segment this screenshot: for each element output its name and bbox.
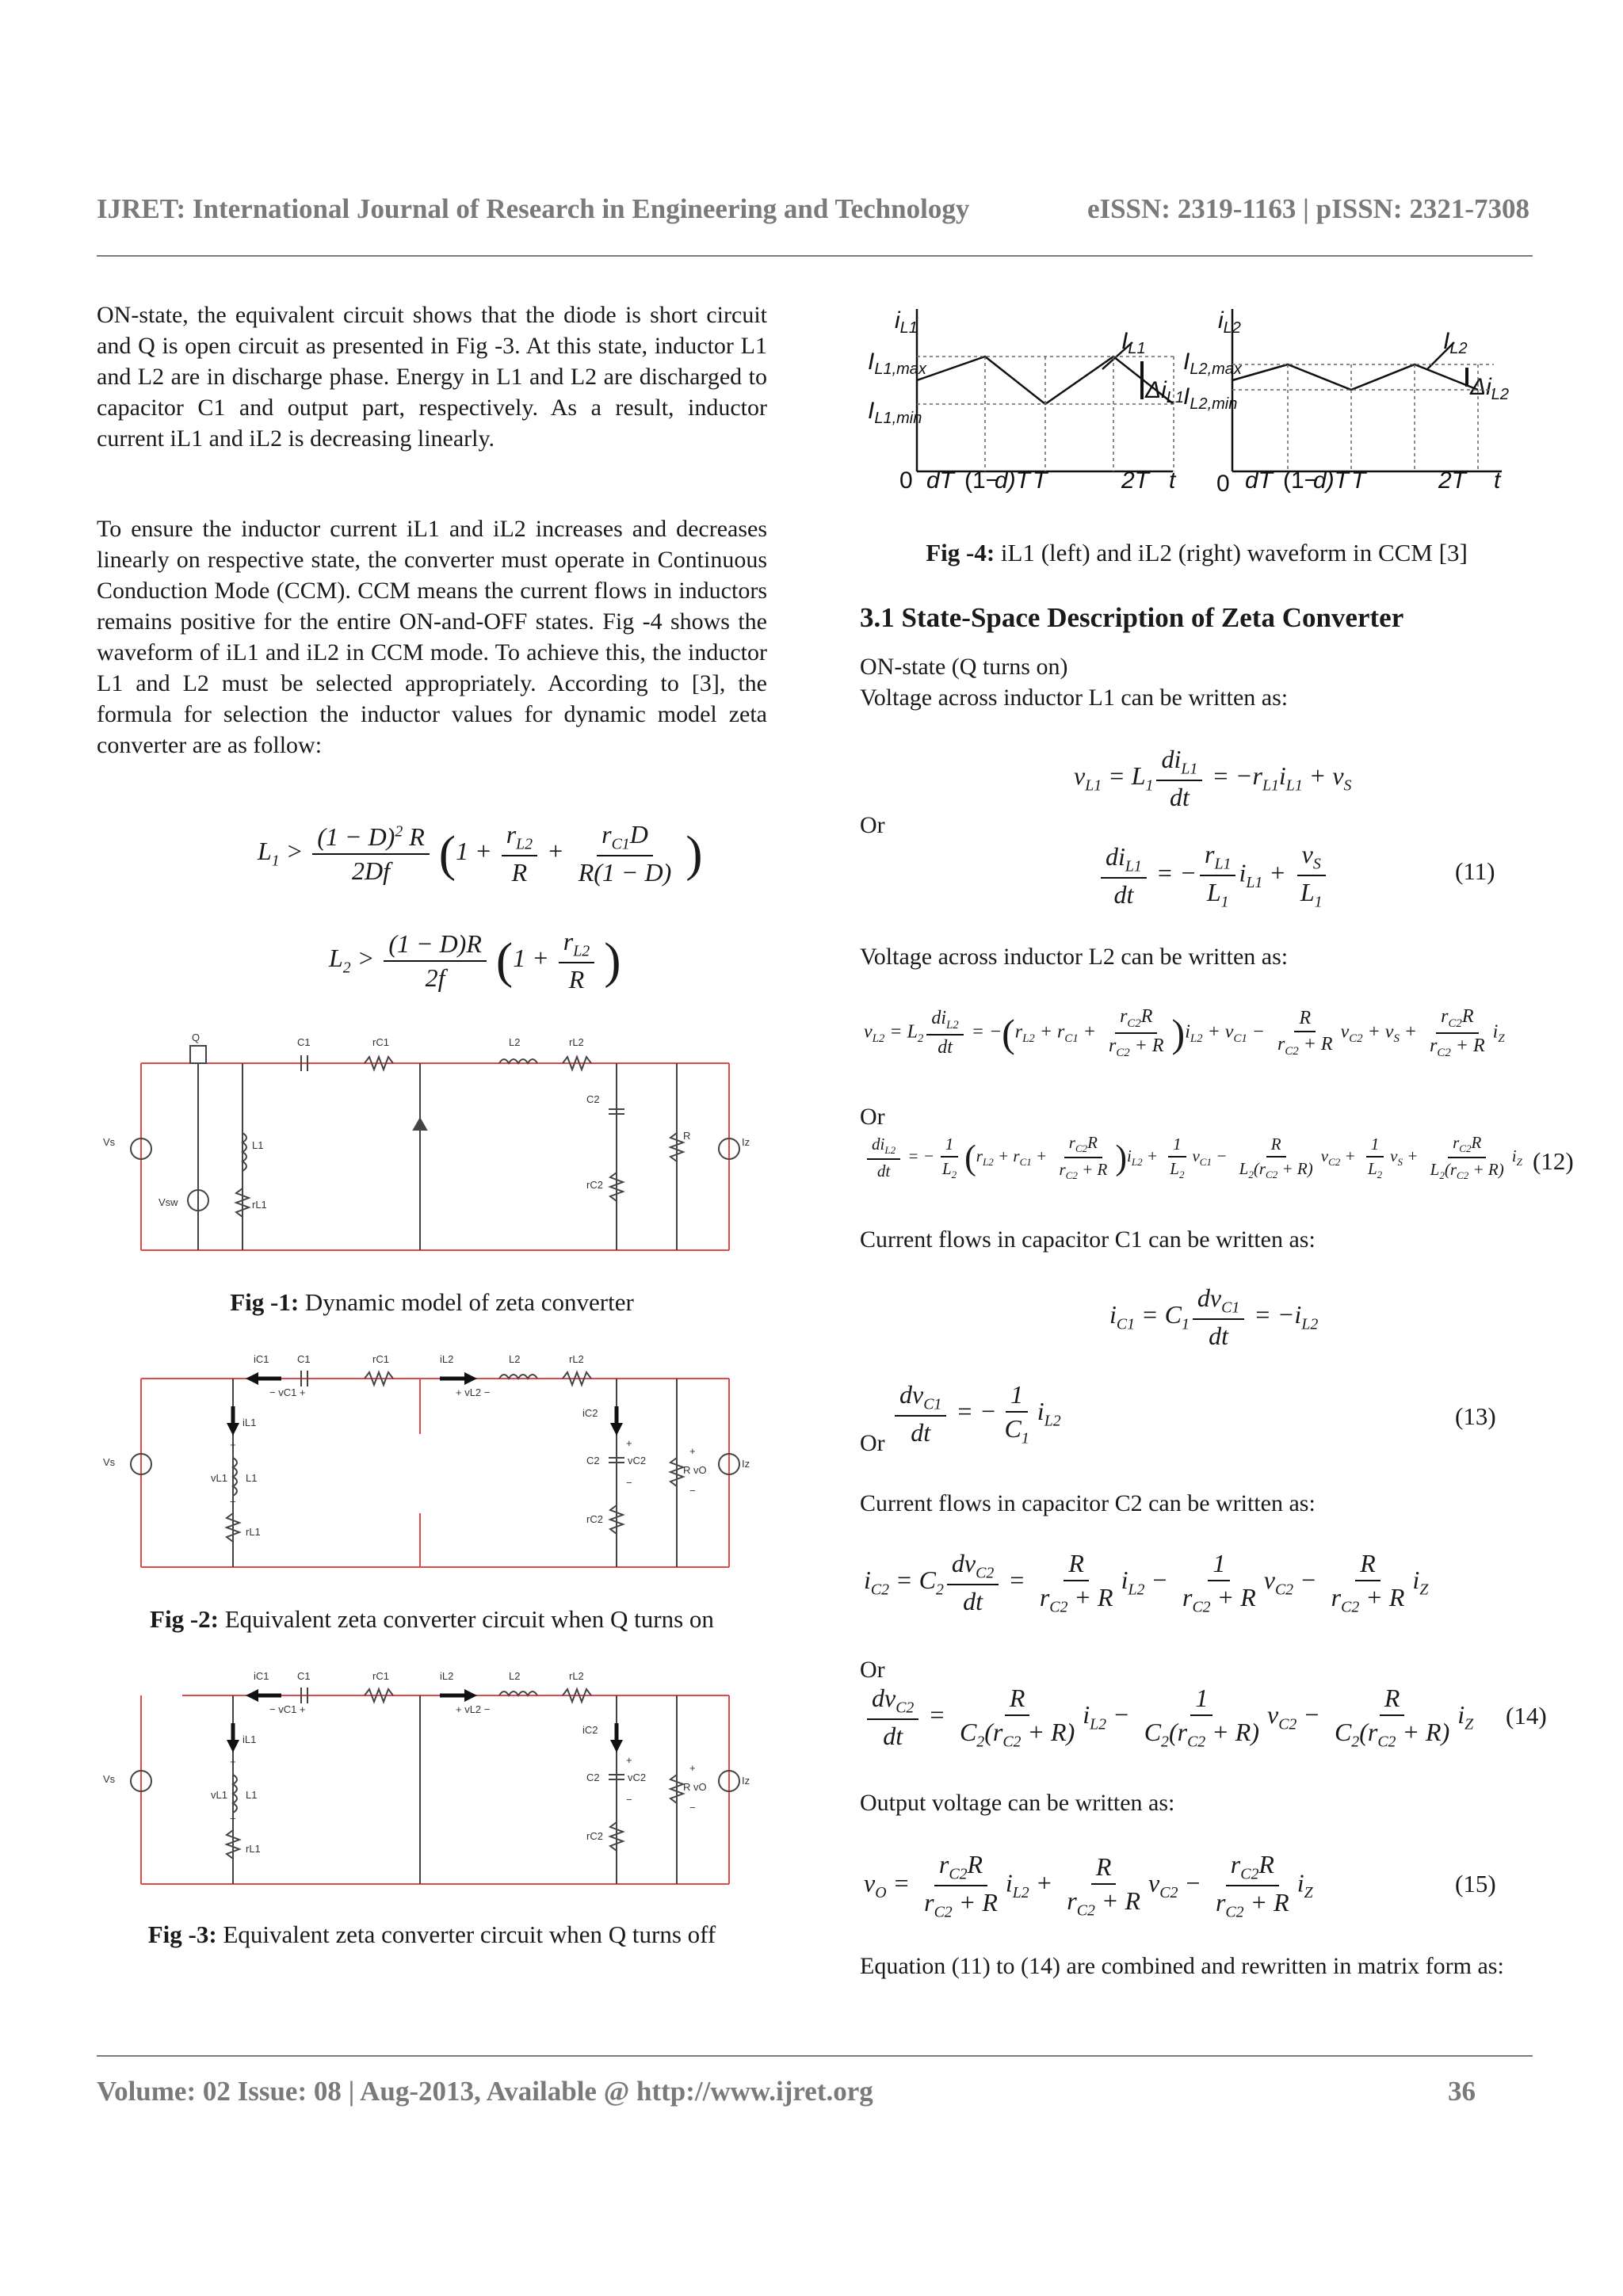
fig3-circuit-diagram [103, 1664, 750, 1894]
svg-text:Vs: Vs [103, 1773, 116, 1785]
fig2-label: Fig -2: [150, 1605, 219, 1633]
svg-text:d)T: d)T [995, 467, 1030, 494]
fig3-text: Equivalent zeta converter circuit when Q turns off [216, 1920, 716, 1948]
label-r: R [683, 1130, 691, 1142]
svg-text:vL1: vL1 [211, 1472, 227, 1484]
svg-text:−: − [230, 1496, 236, 1508]
label-q: Q [192, 1032, 200, 1043]
svg-text:rC2: rC2 [586, 1513, 603, 1525]
journal-title: IJRET: International Journal of Research in Engineering and Technology [97, 193, 970, 224]
section-heading: 3.1 State-Space Description of Zeta Converter [860, 602, 1404, 633]
svg-text:+: + [230, 1439, 236, 1451]
label-l1: L1 [252, 1139, 264, 1151]
fig1-circuit-diagram [103, 1030, 750, 1268]
label-vs: Vs [103, 1136, 116, 1148]
equation-i-c2: $i_{C2} = C_2$ $\frac{dv_{C2}}{dt}$ = $\frac{R}{r_{C2} + R}$ $i_{L2}$ − $\frac{1}{r_{C2} + R}$ $v_{C2}$ − $\frac{R}{r_{C2} + R}$ $i_Z$ [864, 1549, 1429, 1616]
equation-i-c1: $i_{C1} = C_1$ $\frac{dv_{C1}}{dt}$ = $-i_{L2}$ [1109, 1283, 1319, 1351]
svg-text:iC1: iC1 [254, 1670, 269, 1682]
svg-text:R vO: R vO [683, 1464, 707, 1476]
voltage-l2-intro: Voltage across inductor L2 can be written as: [860, 944, 1289, 970]
svg-text:t: t [1169, 467, 1176, 494]
svg-text:T: T [1033, 467, 1048, 494]
label-rl2: rL2 [569, 1036, 584, 1048]
svg-text:Vs: Vs [103, 1456, 116, 1468]
svg-text:C1: C1 [297, 1670, 311, 1682]
fig3-label: Fig -3: [147, 1920, 217, 1948]
svg-text:iL1: $i_{L1}$ [895, 307, 918, 337]
svg-text:t: t [1494, 467, 1501, 494]
svg-text:+ vL2 −: + vL2 − [456, 1703, 491, 1715]
fig2-circuit-diagram [103, 1347, 750, 1577]
svg-text:+: + [689, 1445, 696, 1457]
fig1-label: Fig -1: [230, 1288, 300, 1316]
svg-text:rL1: rL1 [246, 1526, 261, 1538]
svg-text:vC2: vC2 [628, 1455, 647, 1466]
or-label-2: Or [860, 1104, 885, 1130]
svg-text:iL2: iL2 [440, 1670, 454, 1682]
or-label-3: Or [860, 1430, 885, 1456]
svg-text:T: T [1351, 467, 1366, 494]
svg-text:2T: 2T [1121, 467, 1150, 494]
svg-text:−: − [626, 1794, 632, 1806]
svg-text:rC1: rC1 [372, 1670, 389, 1682]
fig4-text: iL1 (left) and iL2 (right) waveform in CCM [3] [995, 539, 1468, 566]
svg-text:d)T: d)T [1313, 467, 1349, 494]
page-number: 36 [1448, 2076, 1476, 2107]
svg-text:iC2: iC2 [582, 1724, 598, 1736]
svg-text:vC2: vC2 [628, 1772, 647, 1783]
left-paragraph-1: ON-state, the equivalent circuit shows that the diode is short circuit and Q is open circuit as presented in Fig -3. At this state, inductor L1 and L2 are in discharge phase. Energy in L1 and L2 are discharged to capacitor C1 and output part, respectively. As a result, inductor current iL1 and iL2 is decreasing linearly. [97, 302, 767, 452]
svg-text:−: − [689, 1802, 696, 1814]
svg-text:2T: 2T [1438, 467, 1467, 494]
svg-text:vL1: vL1 [211, 1789, 227, 1801]
footer-rule [97, 2055, 1533, 2057]
equation-v-l2: $v_{L2} = L_2$ $\frac{di_{L2}}{dt}$ = $-(r_{L2} + r_{C1}$ + $\frac{r_{C2}R}{r_{C2} + R}$ )$i_{L2} + v_{C1}$ − $\frac{R}{r_{C2} + R}$ $v_{C2} + v_S$ + $\frac{r_{C2}R}{r_{C2} + R}$ $i_Z$ [864, 1006, 1505, 1059]
or-label-4: Or [860, 1657, 885, 1683]
equation-11: $\frac{di_{L1}}{dt}$ = − $\frac{r_{L1}}{L_1}$ $i_{L1}$ + $\frac{v_S}{L_1}$ [1098, 840, 1331, 912]
output-voltage-intro: Output voltage can be written as: [860, 1790, 1175, 1816]
svg-text:iL1: iL1 [242, 1417, 257, 1428]
header-rule [97, 255, 1533, 257]
svg-text:ΔiL1: $\Delta i_{L1}$ [1145, 377, 1185, 406]
equation-13: $\frac{dv_{C1}}{dt}$ = − $\frac{1}{C_1}$ $i_{L2}$ [892, 1380, 1061, 1447]
fig1-caption [97, 1288, 767, 1317]
journal-issn: eISSN: 2319-1163 | pISSN: 2321-7308 [1086, 193, 1529, 224]
fig4-waveform-diagram [860, 301, 1573, 515]
svg-text:−: − [230, 1813, 236, 1825]
equation-14-number: (14) [1506, 1702, 1547, 1730]
svg-text:+: + [230, 1756, 236, 1768]
equation-15-number: (15) [1455, 1870, 1496, 1897]
footer-volume: Volume: 02 Issue: 08 | Aug-2013, Available @ http://www.ijret.org [97, 2076, 873, 2107]
svg-text:IL2,min: $I_{L2,min}$ [1183, 383, 1238, 413]
left-paragraph-2: To ensure the inductor current iL1 and iL2 increases and decreases linearly on respective state, the converter must operate in Continuous Conduction Mode (CCM). CCM means the current flows in inductors remains positive for the entire ON-and-OFF states. Fig -4 shows the waveform of iL1 and iL2 in CCM mode. To achieve this, the inductor L1 and L2 must be selected appropriately. According to [3], the formula for selection the inductor values for dynamic model zeta converter are as follow: [97, 516, 767, 758]
svg-text:rL2: rL2 [569, 1353, 584, 1365]
svg-text:dT: dT [1245, 467, 1274, 494]
equation-l1-inequality: $L_1$ > $\frac{(1 - D)^2 R}{2Df}$ (1 + $\frac{r_{L2}}{R}$ + $\frac{r_{C1}D}{R(1 - D)}$ ) [258, 820, 703, 887]
svg-text:Iz: Iz [742, 1458, 750, 1470]
current-c1-intro: Current flows in capacitor C1 can be written as: [860, 1226, 1316, 1253]
svg-text:iL2: iL2 [440, 1353, 454, 1365]
svg-text:ΔiL2: $\Delta i_{L2}$ [1470, 374, 1510, 403]
svg-text:+: + [626, 1437, 632, 1449]
matrix-form-paragraph: Equation (11) to (14) are combined and rewritten in matrix form as: [860, 1953, 1504, 1979]
svg-text:rC2: rC2 [586, 1830, 603, 1842]
equation-12: $\frac{di_{L2}}{dt}$ = − $\frac{1}{L_2}$ ($r_{L2} + r_{C1}$ + $\frac{r_{C2}R}{r_{C2} + R}$ )$i_{L2}$ + $\frac{1}{L_2}$ $v_{C1}$ − $\frac{R}{L_2(r_{C2} + R)}$ $v_{C2}$ + $\frac{1}{L_2}$ $v_S$ + $\frac{r_{C2}R}{L_2(r_{C2} + R)}$ $i_Z$ [864, 1133, 1522, 1182]
or-label-1: Or [860, 812, 885, 838]
fig2-caption [97, 1605, 767, 1634]
fig4-label: Fig -4: [926, 539, 995, 566]
svg-text:−: − [689, 1485, 696, 1497]
equation-14: $\frac{dv_{C2}}{dt}$ = $\frac{R}{C_2(r_{C2} + R)}$ $i_{L2}$ − $\frac{1}{C_2(r_{C2} + R)}$ $v_{C2}$ − $\frac{R}{C_2(r_{C2} + R)}$ $i_Z$ [864, 1684, 1473, 1751]
svg-text:−: − [626, 1477, 632, 1489]
svg-text:iC1: iC1 [254, 1353, 269, 1365]
svg-text:− vC1 +: − vC1 + [269, 1386, 306, 1398]
svg-text:L2: L2 [509, 1670, 521, 1682]
svg-text:C1: C1 [297, 1353, 311, 1365]
label-iz: Iz [742, 1136, 750, 1148]
svg-text:R vO: R vO [683, 1781, 707, 1793]
running-header [97, 193, 1529, 225]
label-rc2: rC2 [586, 1179, 603, 1191]
svg-text:0: 0 [1216, 471, 1230, 497]
svg-text:rL1: rL1 [246, 1843, 261, 1855]
svg-text:(1−: (1− [964, 467, 1000, 494]
label-rc1: rC1 [372, 1036, 389, 1048]
svg-text:IL2: $I_{L2}$ [1443, 328, 1468, 357]
equation-11-number: (11) [1455, 857, 1495, 885]
svg-text:iL2: $i_{L2}$ [1218, 307, 1241, 337]
on-state-label: ON-state (Q turns on) [860, 654, 1068, 680]
svg-text:IL2,max: $I_{L2,max}$ [1183, 349, 1242, 378]
svg-text:L2: L2 [509, 1353, 521, 1365]
svg-text:rC1: rC1 [372, 1353, 389, 1365]
label-rl1: rL1 [252, 1199, 267, 1211]
svg-text:iL1: iL1 [242, 1733, 257, 1745]
label-l2: L2 [509, 1036, 521, 1048]
equation-v-l1: $v_{L1} = L_1$ $\frac{di_{L1}}{dt}$ = $-r_{L1}i_{L1} + v_S$ [1074, 745, 1352, 812]
svg-text:+ vL2 −: + vL2 − [456, 1386, 491, 1398]
label-vsw: Vsw [158, 1196, 178, 1208]
svg-text:IL1,min: $I_{L1,min}$ [868, 398, 922, 427]
label-c1: C1 [297, 1036, 311, 1048]
fig3-caption [97, 1920, 767, 1949]
svg-text:− vC1 +: − vC1 + [269, 1703, 306, 1715]
svg-text:0: 0 [899, 467, 913, 494]
svg-text:C2: C2 [586, 1772, 600, 1783]
svg-text:(1−: (1− [1283, 467, 1319, 494]
equation-15: $v_O$ = $\frac{r_{C2}R}{r_{C2} + R}$ $i_{L2}$ + $\frac{R}{r_{C2} + R}$ $v_{C2}$ − $\frac{r_{C2}R}{r_{C2} + R}$ $i_Z$ [864, 1850, 1313, 1921]
svg-text:dT: dT [926, 467, 955, 494]
equation-l2-inequality: $L_2$ > $\frac{(1 - D)R}{2f}$ (1 + $\frac{r_{L2}}{R}$ ) [329, 927, 621, 994]
svg-text:IL1: $I_{L1}$ [1121, 328, 1146, 357]
equation-13-number: (13) [1455, 1402, 1496, 1430]
svg-text:+: + [626, 1754, 632, 1766]
voltage-l1-intro: Voltage across inductor L1 can be written as: [860, 685, 1289, 711]
svg-text:rL2: rL2 [569, 1670, 584, 1682]
svg-text:+: + [689, 1762, 696, 1774]
svg-text:IL1,max: $I_{L1,max}$ [868, 349, 926, 378]
equation-12-number: (12) [1533, 1147, 1574, 1175]
svg-text:C2: C2 [586, 1455, 600, 1466]
fig1-text: Dynamic model of zeta converter [299, 1288, 634, 1316]
svg-text:L1: L1 [246, 1472, 258, 1484]
fig2-text: Equivalent zeta converter circuit when Q turns on [219, 1605, 714, 1633]
current-c2-intro: Current flows in capacitor C2 can be written as: [860, 1490, 1316, 1516]
label-c2: C2 [586, 1093, 600, 1105]
fig4-caption [860, 539, 1533, 567]
svg-text:iC2: iC2 [582, 1407, 598, 1419]
svg-text:L1: L1 [246, 1789, 258, 1801]
running-footer [97, 2076, 1476, 2107]
svg-text:Iz: Iz [742, 1775, 750, 1787]
